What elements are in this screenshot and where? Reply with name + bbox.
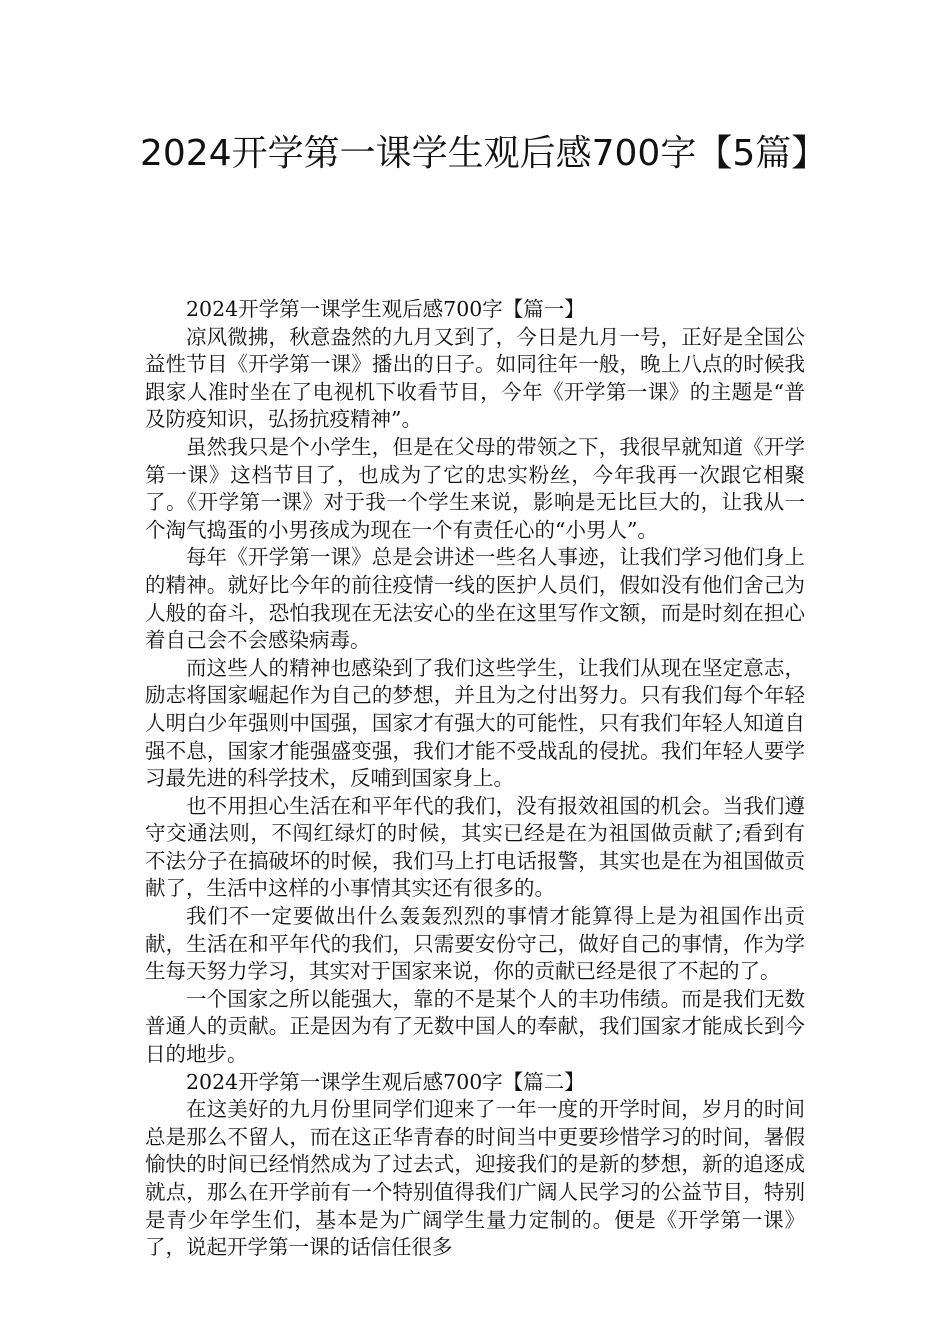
paragraph: 也不用担心生活在和平年代的我们，没有报效祖国的机会。当我们遵守交通法则，不闯红绿灯的时候，其实已经是在为祖国做贡献了;看到有不法分子在搞破坏的时候，我们马上打电话报警，其实也是在为祖国做贡献了，生活中这样的小事情其实还有很多的。 [145,793,805,901]
paragraph: 每年《开学第一课》总是会讲述一些名人事迹，让我们学习他们身上的精神。就好比今年的前往疫情一线的医护人员们，假如没有他们舍己为人般的奋斗，恐怕我现在无法安心的坐在这里写作文额，而是时刻在担心着自己会不会感染病毒。 [145,545,805,653]
paragraph: 而这些人的精神也感染到了我们这些学生，让我们从现在坚定意志，励志将国家崛起作为自己的梦想，并且为之付出努力。只有我们每个年轻人明白少年强则中国强，国家才有强大的可能性，只有我们年轻人知道自强不息，国家才能强盛变强，我们才能不受战乱的侵扰。我们年轻人要学习最先进的科学技术，反哺到国家身上。 [145,655,805,791]
document-body [145,296,805,1262]
section-heading: 2024开学第一课学生观后感700字【篇一】 [186,297,585,321]
paragraph: 虽然我只是个小学生，但是在父母的带领之下，我很早就知道《开学第一课》这档节目了，也成为了它的忠实粉丝，今年我再一次跟它相聚了。《开学第一课》对于我一个学生来说，影响是无比巨大的，让我从一个淘气捣蛋的小男孩成为现在一个有责任心的“小男人”。 [145,434,805,542]
paragraph: 在这美好的九月份里同学们迎来了一年一度的开学时间，岁月的时间总是那么不留人，而在这正华青春的时间当中更要珍惜学习的时间，暑假愉快的时间已经悄然成为了过去式，迎接我们的是新的梦想，新的追逐成就点，那么在开学前有一个特别值得我们广阔人民学习的公益节目，特别是青少年学生们，基本是为广阔学生量力定制的。便是《开学第一课》了，说起开学第一课的话信任很多 [145,1097,805,1260]
paragraph: 我们不一定要做出什么轰轰烈烈的事情才能算得上是为祖国作出贡献，生活在和平年代的我们，只需要安份守己，做好自己的事情，作为学生每天努力学习，其实对于国家来说，你的贡献已经是很了不起的了。 [145,904,805,984]
paragraph: 一个国家之所以能强大，靠的不是某个人的丰功伟绩。而是我们无数普通人的贡献。正是因为有了无数中国人的奉献，我们国家才能成长到今日的地步。 [145,986,805,1067]
section-heading: 2024开学第一课学生观后感700字【篇二】 [186,1069,585,1094]
document-title: 2024开学第一课学生观后感700字【5篇】 [140,133,828,174]
paragraph: 凉风微拂，秋意盎然的九月又到了，今日是九月一号，正好是全国公益性节目《开学第一课》播出的日子。如同往年一般，晚上八点的时候我跟家人准时坐在了电视机下收看节目，今年《开学第一课》的主题是“普及防疫知识，弘扬抗疫精神”。 [145,324,805,432]
